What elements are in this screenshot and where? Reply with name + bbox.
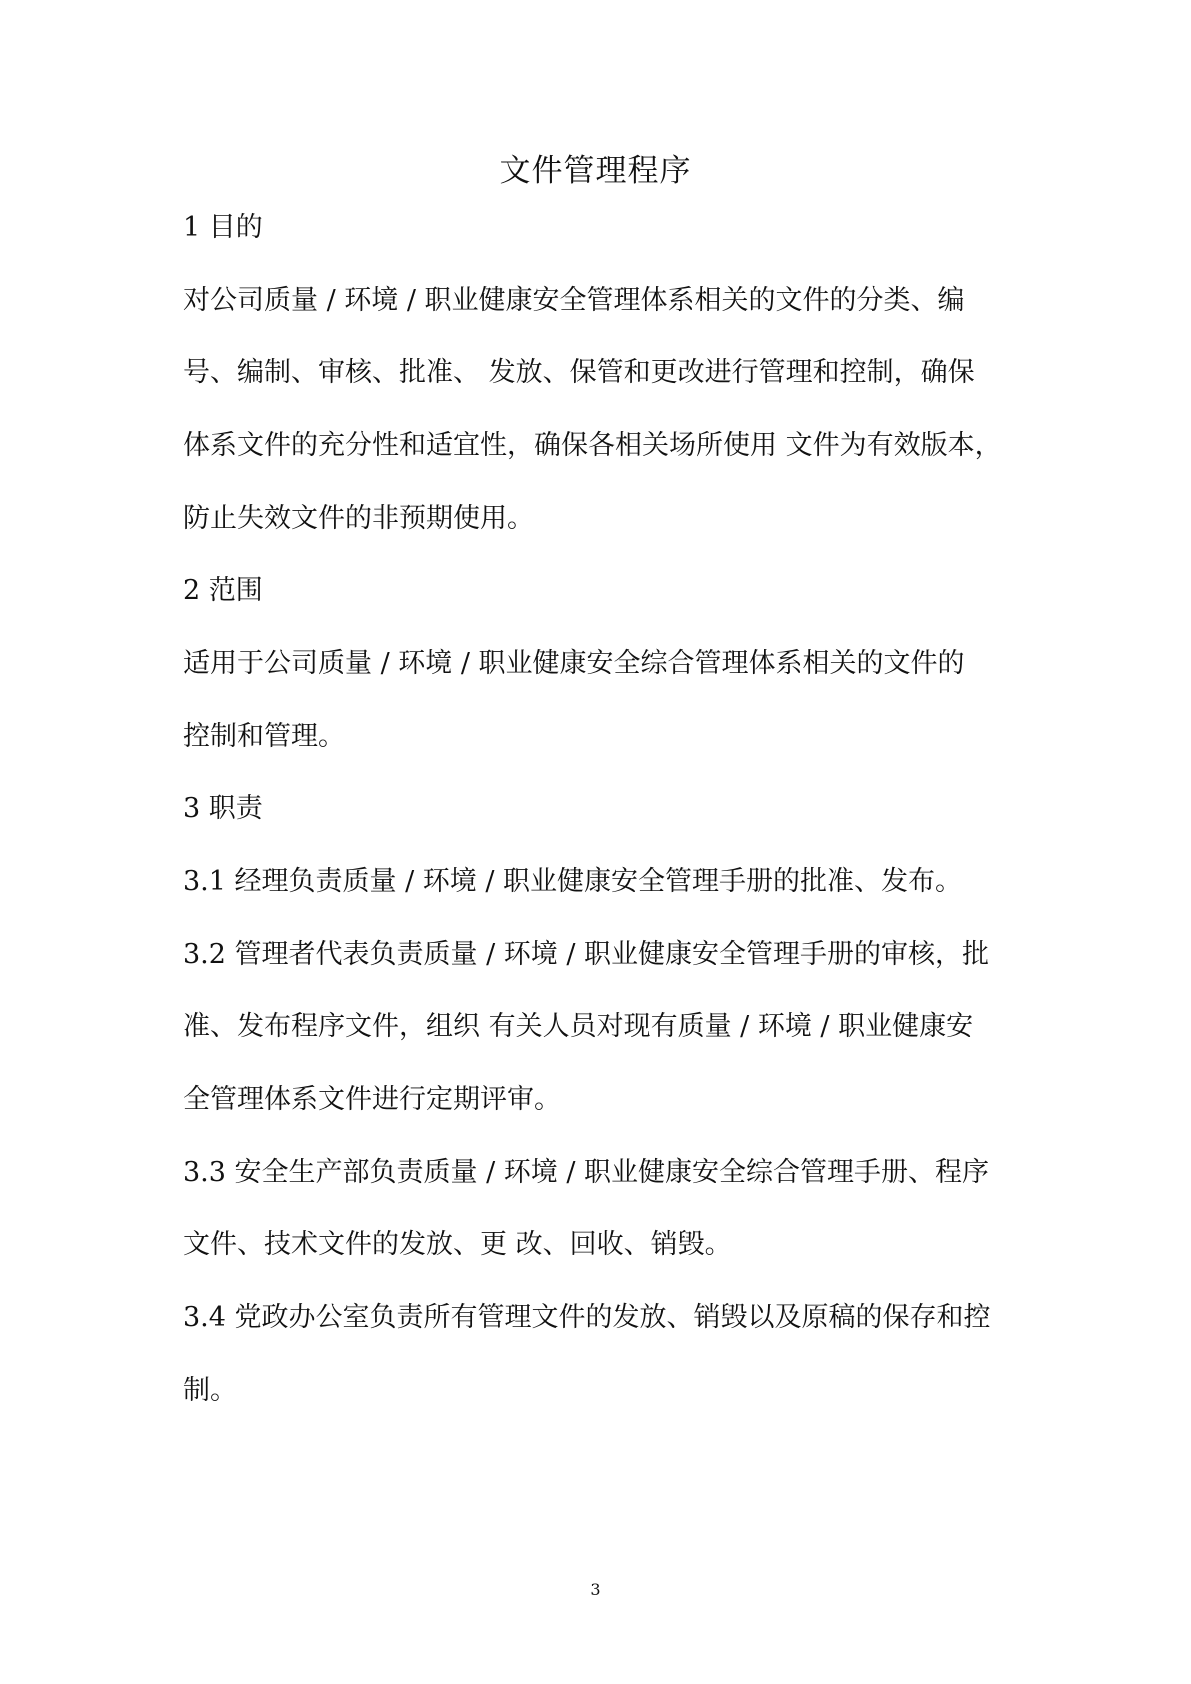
- paragraph-line: 3.2 管理者代表负责质量 / 环境 / 职业健康安全管理手册的审核，批: [183, 939, 990, 970]
- paragraph-line: 制。: [183, 1375, 237, 1406]
- paragraph-line: 体系文件的充分性和适宜性，确保各相关场所使用 文件为有效版本，: [183, 430, 1002, 461]
- paragraph-line: 适用于公司质量 / 环境 / 职业健康安全综合管理体系相关的文件的: [183, 648, 965, 679]
- page-number: 3: [590, 1580, 601, 1599]
- section-heading-purpose: 1 目的: [183, 212, 263, 243]
- paragraph-line: 文件、技术文件的发放、更 改、回收、销毁。: [183, 1229, 732, 1260]
- paragraph-line: 控制和管理。: [183, 721, 345, 752]
- section-heading-scope: 2 范围: [183, 575, 263, 606]
- paragraph-line: 3.4 党政办公室负责所有管理文件的发放、销毁以及原稿的保存和控: [183, 1302, 991, 1333]
- paragraph-line: 3.1 经理负责质量 / 环境 / 职业健康安全管理手册的批准、发布。: [183, 866, 963, 897]
- paragraph-line: 全管理体系文件进行定期评审。: [183, 1084, 561, 1115]
- section-heading-responsibilities: 3 职责: [183, 793, 263, 824]
- paragraph-line: 号、编制、审核、批准、 发放、保管和更改进行管理和控制，确保: [183, 357, 975, 388]
- paragraph-line: 防止失效文件的非预期使用。: [183, 503, 534, 534]
- paragraph-line: 3.3 安全生产部负责质量 / 环境 / 职业健康安全综合管理手册、程序: [183, 1157, 990, 1188]
- paragraph-line: 对公司质量 / 环境 / 职业健康安全管理体系相关的文件的分类、编: [183, 285, 965, 316]
- paragraph-line: 准、发布程序文件，组织 有关人员对现有质量 / 环境 / 职业健康安: [183, 1011, 974, 1042]
- page-title: 文件管理程序: [499, 153, 692, 189]
